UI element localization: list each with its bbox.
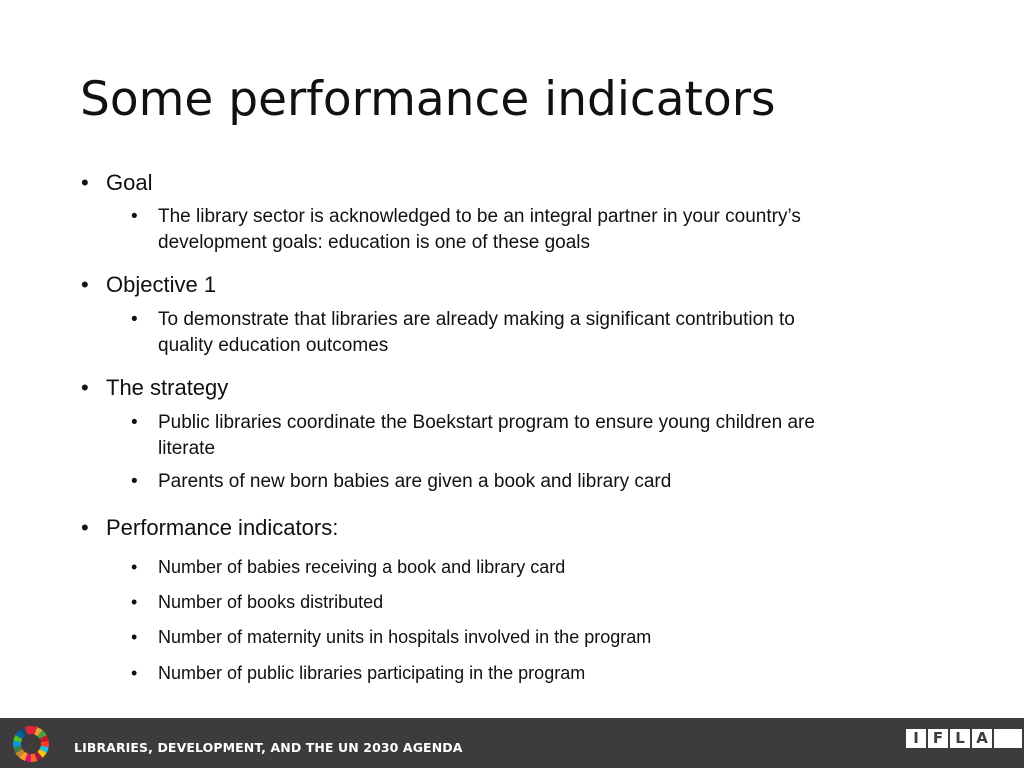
logo-letter: A <box>972 729 992 748</box>
logo-letter: L <box>950 729 970 748</box>
logo-letter <box>994 729 1022 748</box>
bullet-text: literate <box>158 438 216 459</box>
bullet-objective-1 <box>81 272 217 298</box>
bullet-dot-icon: • <box>131 309 138 330</box>
sdg-wheel-icon <box>11 724 51 764</box>
bullet-dot-icon: • <box>131 627 138 647</box>
bullet-text: The strategy <box>106 375 229 400</box>
bullet-dot-icon: • <box>131 663 138 683</box>
sub-bullet-indicator-libraries <box>131 660 586 686</box>
slide-title: Some performance indicators <box>80 72 776 127</box>
sub-bullet-goal-description <box>131 204 801 230</box>
bullet-text: Performance indicators: <box>106 515 339 540</box>
bullet-text: To demonstrate that libraries are already making a significant contribution to <box>158 309 795 330</box>
sub-bullet-strategy-parents <box>131 469 672 495</box>
bullet-dot-icon: • <box>81 170 89 195</box>
sub-bullet-strategy-boekstart <box>131 410 815 436</box>
bullet-text: Objective 1 <box>106 272 217 297</box>
bullet-dot-icon: • <box>131 471 138 492</box>
sub-bullet-objective-description <box>131 307 795 333</box>
sub-bullet-goal-description-cont <box>158 230 590 256</box>
bullet-dot-icon: • <box>81 515 89 540</box>
ifla-logo <box>906 729 1022 748</box>
bullet-text: Parents of new born babies are given a book and library card <box>158 471 672 492</box>
bullet-text: Public libraries coordinate the Boekstart program to ensure young children are <box>158 412 815 433</box>
bullet-dot-icon: • <box>131 412 138 433</box>
bullet-dot-icon: • <box>131 557 138 577</box>
bullet-text: quality education outcomes <box>158 335 389 356</box>
bullet-dot-icon: • <box>81 272 89 297</box>
bullet-text: Number of books distributed <box>158 592 384 612</box>
footer-title: LIBRARIES, DEVELOPMENT, AND THE UN 2030 AGENDA <box>74 740 463 755</box>
logo-letter: F <box>928 729 948 748</box>
sub-bullet-indicator-books <box>131 589 384 615</box>
bullet-text: Number of maternity units in hospitals involved in the program <box>158 627 652 647</box>
bullet-text: Goal <box>106 170 153 195</box>
bullet-dot-icon: • <box>131 592 138 612</box>
bullet-goal <box>81 170 153 196</box>
bullet-dot-icon: • <box>131 206 138 227</box>
sub-bullet-strategy-boekstart-cont <box>158 436 215 462</box>
bullet-text: development goals: education is one of these goals <box>158 232 591 253</box>
sub-bullet-indicator-maternity <box>131 624 652 650</box>
logo-letter: I <box>906 729 926 748</box>
bullet-strategy <box>81 375 229 401</box>
bullet-performance-indicators <box>81 515 339 541</box>
bullet-dot-icon: • <box>81 375 89 400</box>
bullet-text: Number of babies receiving a book and library card <box>158 557 566 577</box>
sub-bullet-indicator-babies <box>131 554 566 580</box>
footer-bar <box>0 718 1024 768</box>
sub-bullet-objective-description-cont <box>158 333 388 359</box>
bullet-text: Number of public libraries participating in the program <box>158 663 586 683</box>
bullet-text: The library sector is acknowledged to be an integral partner in your country’s <box>158 206 801 227</box>
